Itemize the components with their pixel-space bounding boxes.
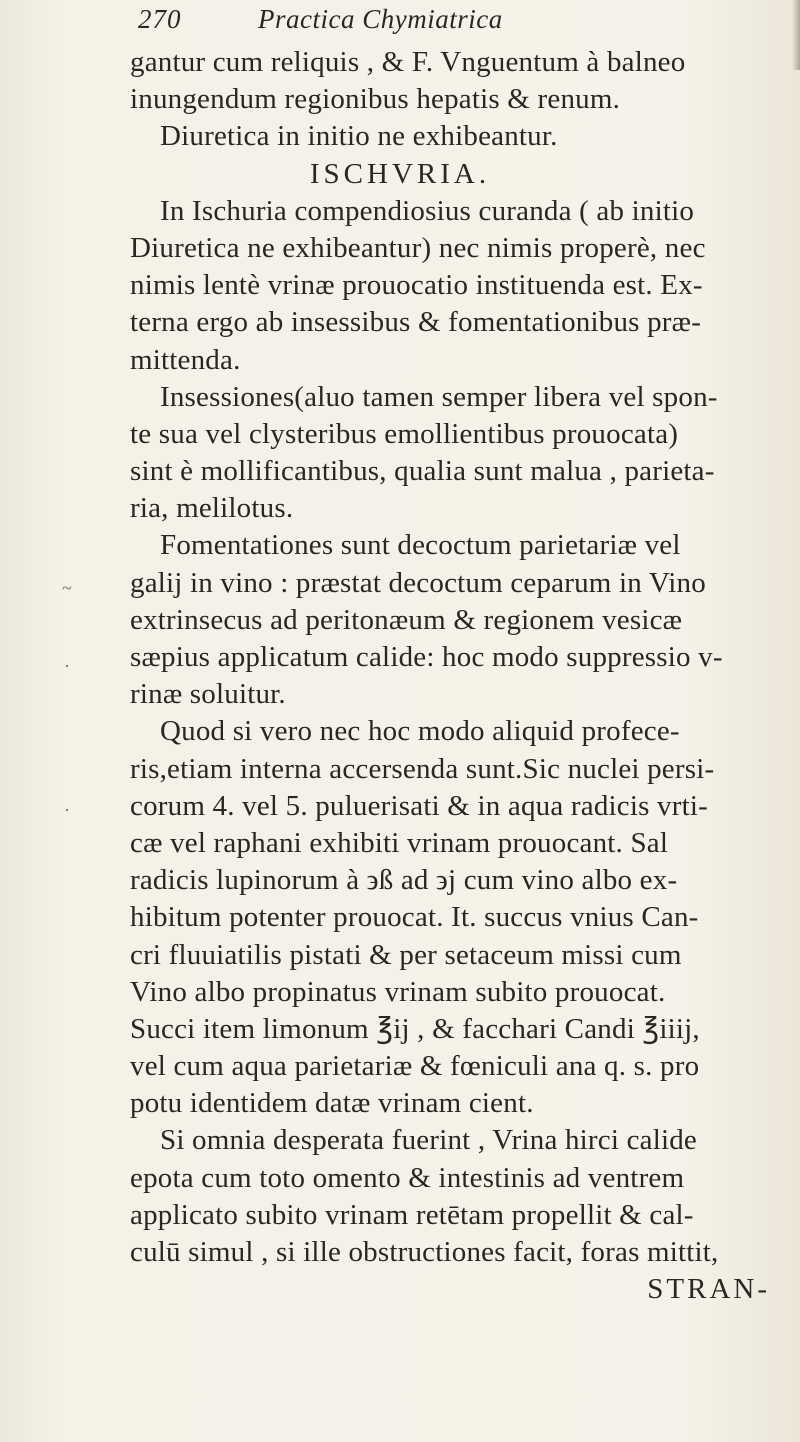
text-line: corum 4. vel 5. puluerisati & in aqua radicis vrti- [130,789,708,822]
margin-mark-icon: ~ [62,578,72,598]
body-text [130,44,790,1308]
text-line: radicis lupinorum à ϶ß ad ϶j cum vino albo ex- [130,864,678,897]
section-heading: ISCHVRIA. [309,157,491,190]
text-line: sint è mollificantibus, qualia sunt malua , parieta- [130,455,715,488]
page-number: 270 [138,4,182,34]
text-line: rinæ soluitur. [130,678,286,711]
text-line: applicato subito vrinam retētam propellit & cal- [130,1198,694,1231]
text-line: Vino albo propinatus vrinam subito prouocat. [130,975,666,1008]
catchword: STRAN- [647,1273,770,1306]
margin-dot-icon: · [64,800,70,820]
text-line: terna ergo ab insessibus & fomentationibus præ- [130,306,702,339]
running-title: Practica Chymiatrica [258,4,503,34]
running-head [138,4,698,44]
text-line: Insessiones(aluo tamen semper libera vel spon- [160,380,718,413]
text-line: hibitum potenter prouocat. It. succus vnius Can- [130,901,699,934]
text-line: mittenda. [130,343,241,376]
text-line: ris,etiam interna accersenda sunt.Sic nuclei persi- [130,752,715,785]
text-line: extrinsecus ad peritonæum & regionem vesicæ [130,603,683,636]
text-line: Quod si vero nec hoc modo aliquid profece- [160,715,680,748]
text-line: cæ vel raphani exhibiti vrinam prouocant. Sal [130,826,669,859]
text-line: Succi item limonum ℥ij , & facchari Candi ℥iiij, [130,1012,700,1045]
text-line: Diuretica in initio ne exhibeantur. [160,120,558,153]
page-edge-shadow [792,0,800,70]
text-line: Si omnia desperata fuerint , Vrina hirci calide [160,1124,697,1157]
text-line: gantur cum reliquis , & F. Vnguentum à balneo [130,46,686,78]
text-line: galij in vino : præstat decoctum ceparum in Vino [130,566,706,599]
text-line: potu identidem datæ vrinam cient. [130,1087,534,1120]
text-line: cri fluuiatilis pistati & per setaceum missi cum [130,938,682,971]
text-line: epota cum toto omento & intestinis ad ventrem [130,1161,685,1194]
text-line: sæpius applicatum calide: hoc modo suppressio v- [130,641,723,673]
text-line: culū simul , si ille obstructiones facit, foras mittit, [130,1236,719,1268]
margin-dot-icon: · [64,656,70,676]
text-line: ria, melilotus. [130,492,294,525]
text-line: Fomentationes sunt decoctum parietariæ vel [160,529,681,562]
text-line: vel cum aqua parietariæ & fœniculi ana q. s. pro [130,1050,700,1083]
text-line: te sua vel clysteribus emollientibus prouocata) [130,417,679,450]
text-line: inungendum regionibus hepatis & renum. [130,83,621,116]
text-line: Diuretica ne exhibeantur) nec nimis properè, nec [130,231,706,264]
text-line: In Ischuria compendiosius curanda ( ab initio [160,194,695,227]
text-line: nimis lentè vrinæ prouocatio instituenda est. Ex- [130,269,703,302]
